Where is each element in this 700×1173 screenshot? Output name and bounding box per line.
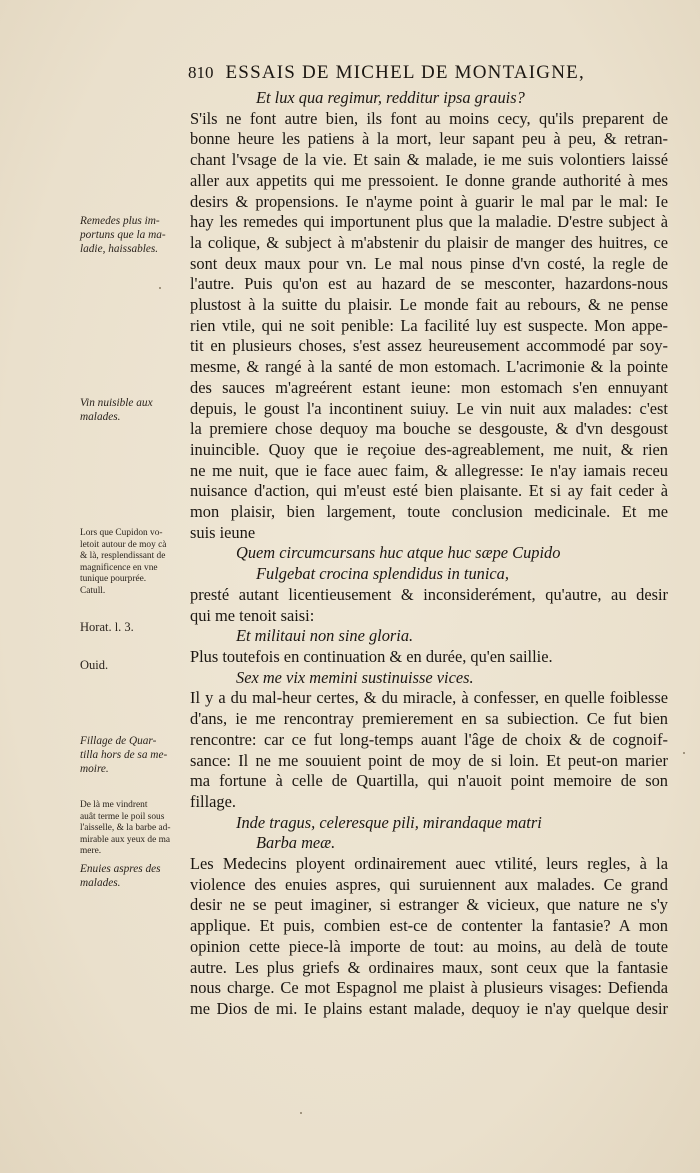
running-header — [188, 62, 585, 84]
text-line: plustost à la suitte du plaisir. Le monde fait au rebours, & ne pense — [190, 295, 668, 315]
text-line: inuincible. Quoy que ie reçoiue des-agreablement, me nuit, & rien — [190, 439, 668, 459]
text-line: rien vtile, qui ne soit penible: La facilité luy est suspecte. Mon appe- — [190, 315, 668, 335]
text-line: S'ils ne font autre bien, ils font au moins cecy, qu'ils preparent de — [190, 108, 668, 128]
text-line: autre. Les plus griefs & ordinaires maux, sont ceux que la fantasie — [190, 957, 668, 977]
margin-note-line: portuns que la ma- — [80, 229, 166, 241]
margin-note-line: auât terme le poil sous — [80, 811, 165, 822]
text-line: la colique, & subject à m'abstenir du plaisir de manger des huitres, ce — [190, 232, 668, 252]
margin-note-line: tilla hors de sa me- — [80, 749, 168, 761]
verse-line: Barba meæ. — [256, 833, 336, 853]
ink-speck — [683, 752, 685, 754]
margin-note-line: mere. — [80, 846, 102, 857]
verse-line: Et militaui non sine gloria. — [236, 626, 414, 646]
text-line: mesme, & rangé à la santé de mon estomach. L'acrimonie & la pointe — [190, 357, 668, 377]
verse-line: Sex me vix memini sustinuisse vices. — [236, 667, 474, 687]
text-line: Les Medecins ployent ordinairement auec vtilité, leurs regles, à la — [190, 854, 668, 874]
margin-note — [80, 528, 184, 598]
margin-note — [80, 734, 184, 776]
margin-note-line: De là me vindrent — [80, 800, 148, 810]
text-line: qui me tenoit saisi: — [190, 605, 315, 625]
text-line: ma fortune à celle de Quartilla, qui n'auoit point memoire de son — [190, 771, 668, 791]
text-line: suis ieune — [190, 522, 256, 542]
text-line: depuis, le goust l'a incontinent suiuy. Le vin nuit aux malades: c'est — [190, 398, 668, 418]
verse-line: Fulgebat crocina splendidus in tunica, — [256, 564, 509, 584]
margin-note — [80, 620, 184, 634]
text-line: des sauces m'agreérent estant ieune: mon estomach s'en ennuyant — [190, 377, 668, 397]
verse-line: Et lux qua regimur, redditur ipsa grauis? — [256, 88, 525, 107]
text-line: hay les remedes qui importunent plus que la maladie. D'estre subject à — [190, 212, 668, 232]
verse-line: Quem circumcursans huc atque huc sæpe Cupido — [236, 543, 561, 563]
margin-note-line: Horat. l. 3. — [80, 620, 134, 634]
text-line: bonne heure les patiens à la mort, leur sapant peu à peu, & retran- — [190, 129, 668, 149]
text-line: chant l'vsage de la vie. Et sain & malade, ie me suis volontiers laissé — [190, 150, 668, 170]
margin-note-line: malades. — [80, 877, 121, 889]
text-line: la premiere chose dequoy ma bouche se desgouste, & d'vn desgoust — [190, 419, 668, 439]
margin-note-line: & là, resplendissant de — [80, 551, 166, 562]
margin-note-line: mirable aux yeux de ma — [80, 834, 171, 845]
text-line: desir ne se peut imaginer, si estranger & vicieux, que nature ne s'y — [190, 895, 668, 915]
text-line: d'ans, ie me rencontray premierement en sa subiection. Ce fut bien — [190, 709, 668, 729]
text-line: nous charge. Ce mot Espagnol me plaist à plusieurs visages: Defienda — [190, 978, 668, 998]
page-number: 810 — [188, 63, 214, 82]
text-line: Il y a du mal-heur certes, & du miracle, à confesser, en quelle foiblesse — [190, 688, 668, 708]
text-line: Plus toutefois en continuation & en durée, qu'en saillie. — [190, 646, 553, 666]
margin-note — [80, 214, 184, 256]
margin-note-line: Enuies aspres des — [80, 863, 161, 875]
text-line: applique. Et puis, combien est-ce de contenter la fantasie? A mon — [190, 916, 668, 936]
text-line: nuisance d'action, qui m'eust esté bien plaisante. Et si ay fait ceder à — [190, 481, 668, 501]
text-line: ne me nuit, que ie face auec faim, & allegresse: Ie n'ay iamais receu — [190, 460, 668, 480]
margin-note-line: malades. — [80, 411, 121, 423]
text-line: fillage. — [190, 791, 236, 811]
verse-line: Inde tragus, celeresque pili, mirandaque matri — [236, 812, 542, 832]
margin-note-line: Catull. — [80, 585, 106, 596]
ink-speck — [159, 287, 161, 289]
margin-note-line: magnificence en vne — [80, 562, 158, 573]
margin-note-line: Ouid. — [80, 658, 109, 672]
margin-note-line: moire. — [80, 763, 109, 775]
margin-note-line: l'aisselle, & la barbe ad- — [80, 823, 171, 834]
margin-note — [80, 800, 184, 858]
margin-note-line: ladie, haissables. — [80, 243, 159, 255]
text-line: rencontre: car ce fut long-temps auant l'âge de choix & de cognoif- — [190, 729, 668, 749]
text-line: violence des enuies aspres, qui suruiennent aux malades. Ce grand — [190, 874, 668, 894]
running-title: ESSAIS DE MICHEL DE MONTAIGNE, — [225, 62, 585, 83]
main-text-block — [190, 88, 668, 1020]
text-line: l'autre. Puis qu'on est au hazard de se mesconter, hazardons-nous — [190, 274, 668, 294]
margin-note-line: Lors que Cupidon vo- — [80, 528, 163, 538]
text-line: sance: Il ne me souuient point de moy de si loin. Et peut-on marier — [190, 750, 668, 770]
margin-note-line: letoit autour de moy cà — [80, 539, 167, 550]
margin-note-line: tunique pourprée. — [80, 574, 147, 585]
text-line: mon plaisir, bien largement, toute conclusion medicinale. Et me — [190, 502, 668, 522]
text-line: desirs & propensions. Ie n'ayme point à guarir le mal par le mal: Ie — [190, 191, 668, 211]
margin-note — [80, 862, 184, 890]
text-line: aller aux appetits qui me pressoient. Ie donne grande authorité à mes — [190, 170, 668, 190]
margin-note-line: Vin nuisible aux — [80, 397, 153, 409]
margin-note-line: Remedes plus im- — [80, 215, 160, 227]
text-line: sont deux maux pour vn. Le mal nous pinse d'vn costé, la regle de — [190, 253, 668, 273]
margin-note — [80, 658, 184, 672]
text-line: opinion cette piece-là importe de tout: au moins, au delà de toute — [190, 936, 668, 956]
ink-speck — [300, 1112, 302, 1114]
margin-note-line: Fillage de Quar- — [80, 735, 157, 747]
text-line: presté autant licentieusement & inconsiderément, qu'autre, au desir — [190, 584, 668, 604]
margin-note — [80, 396, 184, 424]
text-line: tit en plusieurs choses, s'est assez heureusement accommodé par soy- — [190, 336, 668, 356]
text-line: me Dios de mi. Ie plains estant malade, dequoy ie n'ay quelque desir — [190, 998, 668, 1018]
